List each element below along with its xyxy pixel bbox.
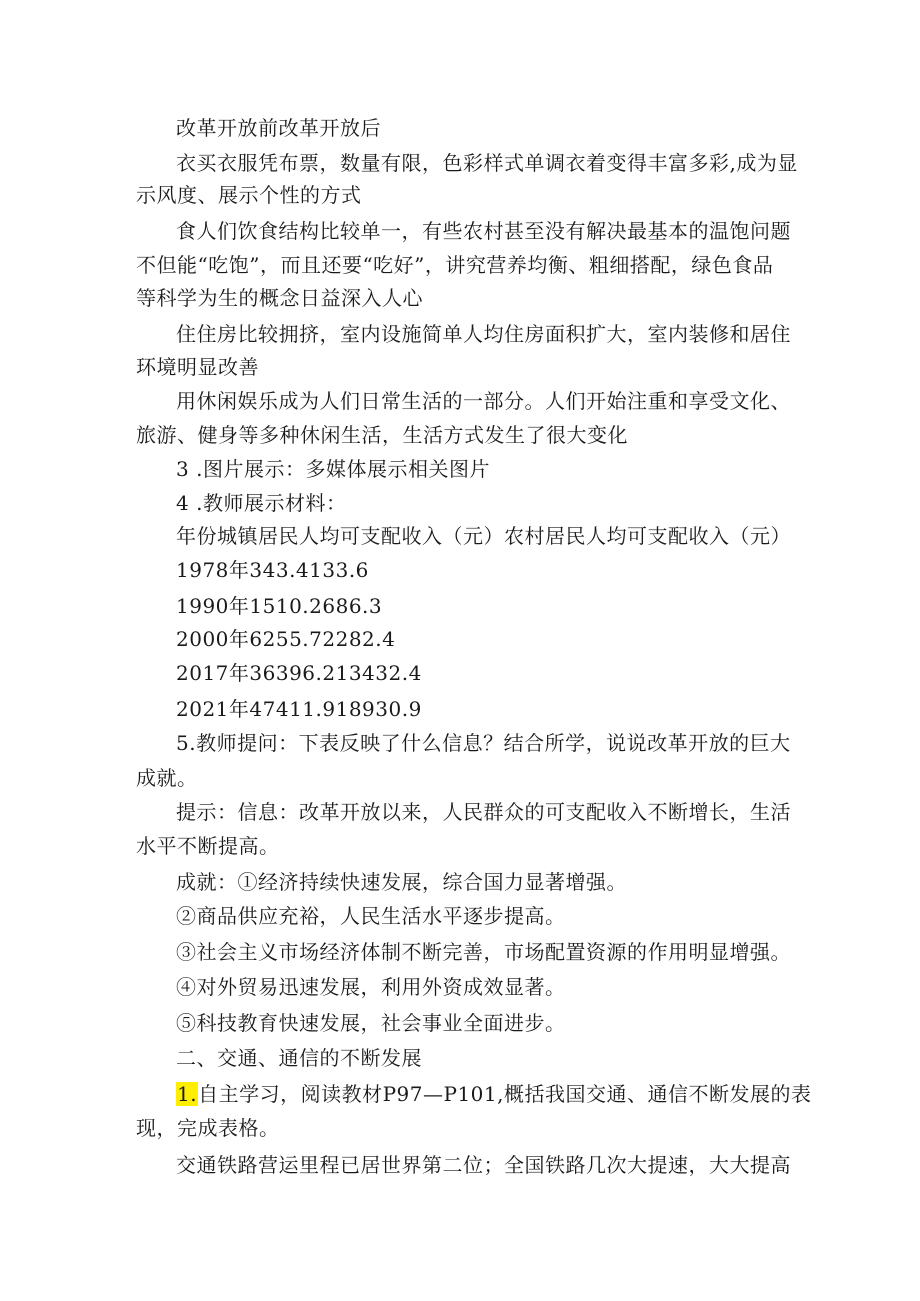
hint-line-2: 水平不断提高。	[136, 834, 280, 858]
achievement-5: ⑤科技教育快速发展，社会事业全面进步。	[176, 1011, 566, 1035]
study-text: 自主学习，阅读教材P97—P101,概括我国交通、通信不断发展的表	[198, 1082, 812, 1106]
achievement-4: ④对外贸易迅速发展，利用外资成效显著。	[176, 975, 566, 999]
housing-line-2: 环境明显改善	[136, 355, 259, 379]
leisure-line-2: 旅游、健身等多种休闲生活，生活方式发生了很大变化	[136, 423, 628, 447]
income-row-1978: 1978年343.4133.6	[176, 558, 369, 582]
achievement-2: ②商品供应充裕，人民生活水平逐步提高。	[176, 904, 566, 928]
food-line-2: 不但能“吃饱”，而且还要“吃好”，讲究营养均衡、粗细搭配，绿色食品	[136, 253, 774, 277]
clothing-line-1: 衣买衣服凭布票，数量有限，色彩样式单调衣着变得丰富多彩,成为显	[176, 151, 798, 175]
income-row-2021: 2021年47411.918930.9	[176, 697, 422, 721]
housing-line-1: 住住房比较拥挤，室内设施简单人均住房面积扩大，室内装修和居住	[176, 322, 791, 346]
income-table-header: 年份城镇居民人均可支配收入（元）农村居民人均可支配收入（元）	[176, 524, 791, 548]
hint-line-1: 提示：信息：改革开放以来，人民群众的可支配收入不断增长，生活	[176, 800, 791, 824]
question-5-line-2: 成就。	[136, 766, 198, 790]
clothing-line-2: 示风度、展示个性的方式	[136, 183, 362, 207]
transport-line-1: 交通铁路营运里程已居世界第二位；全国铁路几次大提速，大大提高	[176, 1153, 791, 1177]
section-heading-transport-communication: 二、交通、通信的不断发展	[176, 1046, 422, 1070]
item-4: 4 .教师展示材料：	[176, 491, 347, 515]
leisure-line-1: 用休闲娱乐成为人们日常生活的一部分。人们开始注重和享受文化、	[176, 389, 791, 413]
study-line-2: 现，完成表格。	[136, 1116, 280, 1140]
compare-header: 改革开放前改革开放后	[176, 116, 381, 140]
item-3: 3 .图片展示：多媒体展示相关图片	[176, 457, 490, 481]
question-5-line-1: 5.教师提问：下表反映了什么信息？结合所学，说说改革开放的巨大	[176, 731, 791, 755]
achievement-3: ③社会主义市场经济体制不断完善，市场配置资源的作用明显增强。	[176, 940, 791, 964]
food-line-1: 食人们饮食结构比较单一，有些农村甚至没有解决最基本的温饱问题	[176, 219, 791, 243]
income-row-2000: 2000年6255.72282.4	[176, 627, 396, 651]
income-row-2017: 2017年36396.213432.4	[176, 661, 422, 685]
food-line-3: 等科学为生的概念日益深入人心	[136, 286, 423, 310]
achievement-1: 成就：①经济持续快速发展，综合国力显著增强。	[176, 870, 627, 894]
study-line-1	[0, 1082, 920, 1106]
highlighted-number: 1.	[177, 1082, 198, 1106]
income-row-1990: 1990年1510.2686.3	[176, 594, 383, 618]
